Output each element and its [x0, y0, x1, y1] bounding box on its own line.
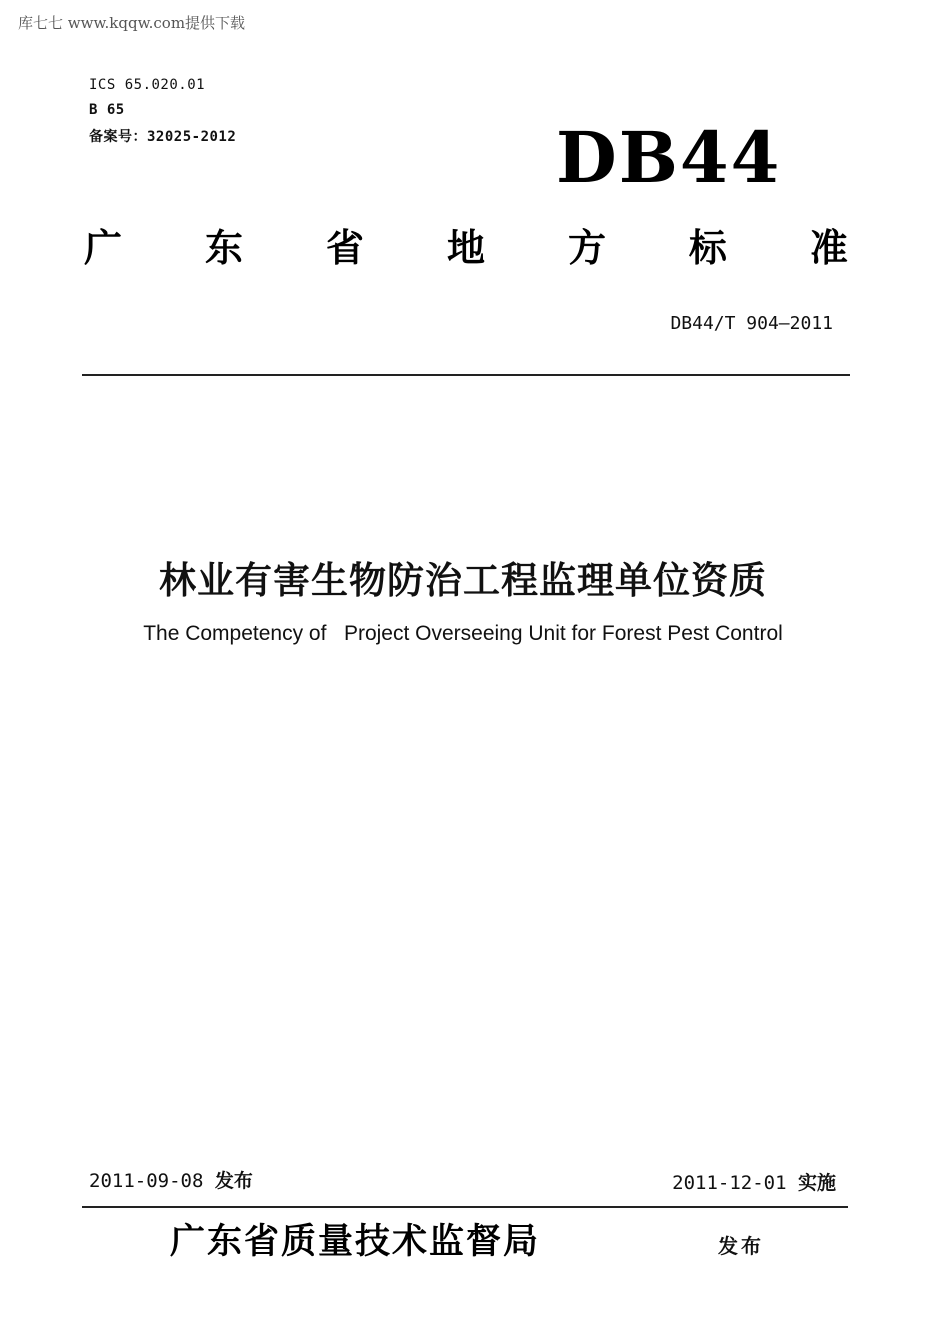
standard-type-char: 东	[204, 226, 243, 270]
standard-type-char: 省	[325, 226, 364, 270]
standard-type-char: 方	[567, 226, 606, 270]
bottom-divider	[82, 1206, 848, 1208]
standard-type-char: 广	[84, 226, 123, 270]
issuer-name: 广东省质量技术监督局	[170, 1221, 541, 1262]
top-divider	[82, 374, 850, 376]
title-english: The Competency of Project Overseeing Unit for Forest Pest Control	[143, 622, 783, 645]
standard-type-char: 地	[446, 226, 485, 270]
issue-date-line	[89, 1168, 253, 1194]
standard-type-heading	[84, 222, 848, 274]
record-number: 备案号：32025-2012	[89, 129, 237, 145]
title-chinese: 林业有害生物防治工程监理单位资质	[159, 559, 767, 602]
classification-code: B 65	[89, 102, 125, 118]
implement-date-line	[672, 1170, 836, 1196]
issue-date-suffix: 发布	[214, 1170, 253, 1192]
issuer-label: 发布	[718, 1234, 764, 1258]
implement-date-suffix: 实施	[797, 1172, 836, 1194]
implement-date: 2011-12-01	[672, 1172, 787, 1194]
standard-number: DB44/T 904—2011	[670, 313, 833, 334]
issue-date: 2011-09-08	[89, 1170, 204, 1192]
ics-code: ICS 65.020.01	[89, 77, 206, 93]
standard-type-char: 标	[688, 226, 727, 270]
db-code-logo: DB44	[556, 116, 782, 199]
watermark-text: 库七七 www.kqqw.com提供下载	[18, 14, 246, 32]
standard-type-char: 准	[809, 226, 848, 270]
